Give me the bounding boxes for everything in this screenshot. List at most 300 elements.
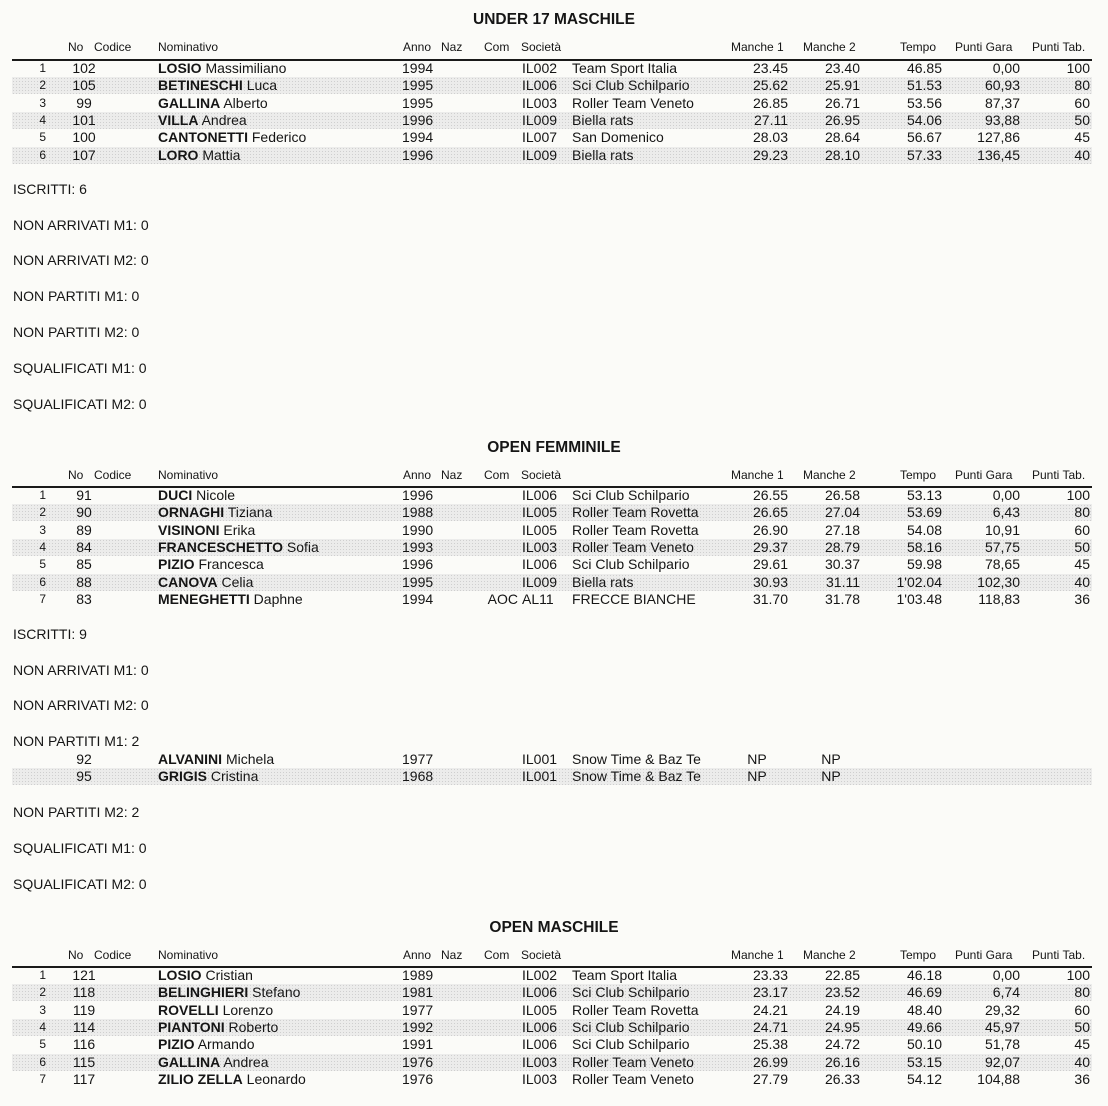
column-header-societa: Società (521, 948, 562, 962)
run2-time-cell: 23.40 (824, 60, 860, 76)
athlete-surname: GALLINA (158, 1053, 221, 1070)
column-header-tempo: Tempo (900, 948, 937, 962)
athlete-firstname: Michela (225, 751, 275, 767)
club-code-cell: IL006 (522, 77, 558, 94)
section-title: UNDER 17 MASCHILE (473, 11, 635, 28)
summary-line: SQUALIFICATI M1: 0 (13, 840, 147, 856)
athlete-surname: ORNAGHI (158, 504, 225, 521)
athlete-name-cell (158, 1054, 269, 1071)
bib-number-cell: 105 (72, 77, 96, 94)
column-header-com: Com (484, 948, 510, 962)
table-points-cell: 100 (1066, 487, 1090, 503)
athlete-name-cell (158, 967, 253, 984)
run1-time-cell: 30.93 (752, 573, 788, 590)
athlete-firstname: Luca (246, 77, 278, 94)
rank-cell: 1 (39, 488, 46, 502)
rank-cell: 1 (39, 968, 46, 982)
run1-time-cell: 23.45 (752, 60, 788, 76)
club-name-cell: Sci Club Schilpario (572, 984, 690, 1001)
year-cell: 1996 (402, 111, 434, 128)
table-points-cell: 60 (1074, 1001, 1090, 1018)
total-time-cell: 58.16 (906, 538, 942, 555)
run1-status-cell: NP (747, 751, 767, 767)
club-code-cell: IL007 (522, 129, 558, 146)
athlete-name-cell (158, 1019, 278, 1036)
run2-time-cell: 25.91 (824, 77, 860, 94)
bib-number-cell: 101 (72, 111, 96, 128)
total-time-cell: 53.69 (906, 504, 942, 521)
club-name-cell: Roller Team Veneto (572, 538, 694, 555)
athlete-firstname: Federico (251, 129, 307, 146)
run2-status-cell: NP (821, 768, 841, 785)
year-cell: 1991 (402, 1036, 434, 1053)
table-points-cell: 40 (1074, 573, 1090, 590)
athlete-name-cell (158, 129, 306, 146)
athlete-firstname: Tiziana (227, 504, 273, 521)
table-points-cell: 50 (1074, 111, 1090, 128)
rank-cell: 2 (39, 985, 46, 1000)
athlete-surname: MENEGHETTI (158, 590, 250, 607)
club-name-cell: San Domenico (572, 129, 664, 146)
club-name-cell: Roller Team Rovetta (572, 521, 699, 538)
run1-time-cell: 29.37 (752, 538, 788, 555)
table-points-cell: 80 (1074, 77, 1090, 94)
athlete-firstname: Francesca (198, 556, 264, 573)
table-row (12, 522, 1092, 539)
total-time-cell: 53.13 (906, 487, 942, 503)
year-cell: 1993 (402, 538, 434, 555)
column-header-codice: Codice (94, 468, 132, 482)
year-cell: 1995 (402, 573, 434, 590)
athlete-surname: DUCI (158, 487, 193, 503)
athlete-name-cell (158, 147, 240, 164)
summary-line: NON PARTITI M2: 0 (13, 324, 140, 340)
table-row (12, 574, 1092, 591)
bib-number-cell: 92 (76, 751, 92, 767)
column-header-nominativo: Nominativo (158, 468, 219, 482)
athlete-surname: LOSIO (158, 967, 202, 983)
run1-time-cell: 27.11 (754, 111, 788, 128)
club-name-cell: Sci Club Schilpario (572, 556, 690, 573)
table-points-cell: 45 (1074, 1036, 1090, 1053)
year-cell: 1976 (402, 1070, 434, 1087)
run2-status-cell: NP (821, 751, 841, 767)
table-row (12, 984, 1092, 1001)
run1-time-cell: 27.79 (752, 1070, 788, 1087)
bib-number-cell: 119 (72, 1001, 96, 1018)
year-cell: 1977 (402, 1001, 434, 1018)
run2-time-cell: 26.33 (824, 1070, 860, 1087)
total-time-cell: 46.69 (906, 984, 942, 1001)
athlete-surname: BELINGHIERI (158, 984, 249, 1001)
race-points-cell: 136,45 (977, 146, 1020, 163)
table-points-cell: 40 (1074, 1053, 1090, 1070)
race-points-cell: 6,43 (992, 504, 1020, 521)
race-points-cell: 0,00 (992, 967, 1020, 983)
rank-cell: 5 (39, 557, 46, 572)
club-code-cell: IL009 (522, 573, 558, 590)
rank-cell: 1 (39, 61, 46, 75)
club-name-cell: Roller Team Veneto (572, 1053, 694, 1070)
table-row (12, 95, 1092, 112)
athlete-firstname: Erika (223, 521, 256, 538)
column-header-manche1: Manche 1 (731, 468, 784, 482)
athlete-firstname: Stefano (252, 984, 301, 1001)
rank-cell: 5 (39, 1037, 46, 1052)
table-points-cell: 36 (1074, 1070, 1090, 1087)
athlete-surname: CANOVA (158, 573, 218, 590)
club-code-cell: IL003 (522, 538, 558, 555)
table-row (12, 1019, 1092, 1036)
athlete-name-cell (158, 768, 258, 785)
table-row (12, 556, 1092, 573)
column-header-manche2: Manche 2 (803, 40, 856, 54)
athlete-name-cell (158, 1071, 306, 1088)
club-code-cell: IL003 (522, 1070, 558, 1087)
club-code-cell: IL001 (522, 768, 558, 785)
summary-line: NON PARTITI M1: 2 (13, 733, 140, 749)
club-name-cell: Biella rats (572, 146, 634, 163)
column-header-tempo: Tempo (900, 468, 937, 482)
column-header-nominativo: Nominativo (158, 40, 219, 54)
rank-cell: 4 (39, 1019, 46, 1034)
club-name-cell: Roller Team Rovetta (572, 1001, 699, 1018)
athlete-surname: ZILIO ZELLA (158, 1070, 243, 1087)
club-name-cell: Sci Club Schilpario (572, 1018, 690, 1035)
athlete-firstname: Massimiliano (205, 60, 287, 76)
column-header-punti_tab: Punti Tab. (1032, 40, 1086, 54)
rank-cell: 3 (39, 95, 46, 110)
run2-time-cell: 24.19 (824, 1001, 860, 1018)
column-header-codice: Codice (94, 40, 132, 54)
athlete-firstname: Mattia (202, 146, 241, 163)
club-code-cell: IL006 (522, 984, 558, 1001)
rank-cell: 5 (39, 130, 46, 145)
bib-number-cell: 107 (72, 146, 96, 163)
table-row (12, 129, 1092, 146)
column-header-com: Com (484, 468, 510, 482)
race-points-cell: 0,00 (992, 60, 1020, 76)
column-header-naz: Naz (441, 948, 463, 962)
year-cell: 1996 (402, 146, 434, 163)
rank-cell: 7 (39, 1071, 46, 1086)
total-time-cell: 57.33 (906, 146, 942, 163)
athlete-surname: ROVELLI (158, 1001, 219, 1018)
club-name-cell: Roller Team Rovetta (572, 504, 699, 521)
table-points-cell: 40 (1074, 146, 1090, 163)
bib-number-cell: 102 (72, 60, 96, 76)
club-name-cell: Roller Team Veneto (572, 94, 694, 111)
club-code-cell: IL003 (522, 94, 558, 111)
did-not-start-row (12, 751, 1092, 768)
athlete-name-cell (158, 522, 255, 539)
table-row (12, 487, 1092, 504)
athlete-name-cell (158, 77, 277, 94)
club-code-cell: IL009 (522, 146, 558, 163)
athlete-name-cell (158, 112, 247, 129)
club-code-cell: AL11 (522, 590, 554, 607)
athlete-name-cell (158, 95, 268, 112)
club-name-cell: Biella rats (572, 573, 634, 590)
committee-cell: AOC (487, 590, 518, 607)
athlete-firstname: Alberto (223, 94, 268, 111)
athlete-surname: PIZIO (158, 1036, 195, 1053)
table-row (12, 1036, 1092, 1053)
total-time-cell: 53.56 (906, 94, 942, 111)
rank-cell: 2 (39, 78, 46, 93)
bib-number-cell: 89 (76, 521, 92, 538)
athlete-surname: VILLA (158, 111, 199, 128)
rank-cell: 2 (39, 505, 46, 520)
bib-number-cell: 91 (76, 487, 92, 503)
athlete-name-cell (158, 487, 235, 504)
athlete-firstname: Lorenzo (222, 1001, 274, 1018)
year-cell: 1977 (402, 751, 434, 767)
section-title: OPEN FEMMINILE (487, 439, 621, 456)
total-time-cell: 1'03.48 (896, 590, 942, 607)
year-cell: 1968 (402, 768, 434, 785)
bib-number-cell: 84 (76, 538, 92, 555)
athlete-surname: GRIGIS (158, 768, 208, 785)
race-points-cell: 118,83 (978, 590, 1020, 607)
club-name-cell: Sci Club Schilpario (572, 77, 690, 94)
total-time-cell: 46.18 (906, 967, 942, 983)
year-cell: 1981 (402, 984, 434, 1001)
club-name-cell: FRECCE BIANCHE (572, 590, 696, 607)
table-points-cell: 45 (1074, 129, 1090, 146)
race-points-cell: 57,75 (984, 538, 1020, 555)
club-code-cell: IL002 (522, 967, 558, 983)
run2-time-cell: 26.16 (824, 1053, 860, 1070)
table-row (12, 112, 1092, 129)
total-time-cell: 54.06 (906, 111, 942, 128)
athlete-name-cell (158, 1036, 255, 1053)
total-time-cell: 56.67 (906, 129, 942, 146)
table-row (12, 967, 1092, 984)
athlete-firstname: Sofia (286, 538, 319, 555)
table-row (12, 539, 1092, 556)
race-points-cell: 45,97 (984, 1018, 1020, 1035)
athlete-firstname: Celia (221, 573, 254, 590)
run1-time-cell: 26.65 (752, 504, 788, 521)
run2-time-cell: 23.52 (824, 984, 860, 1001)
club-code-cell: IL006 (522, 556, 558, 573)
run1-time-cell: 23.33 (752, 967, 788, 983)
column-header-manche1: Manche 1 (731, 40, 784, 54)
year-cell: 1996 (402, 556, 434, 573)
column-header-punti_gara: Punti Gara (955, 468, 1013, 482)
race-points-cell: 78,65 (984, 556, 1020, 573)
club-name-cell: Roller Team Veneto (572, 1070, 694, 1087)
total-time-cell: 54.12 (906, 1070, 942, 1087)
table-points-cell: 100 (1066, 60, 1090, 76)
column-header-nominativo: Nominativo (158, 948, 219, 962)
club-name-cell: Snow Time & Baz Te (572, 768, 701, 785)
club-name-cell: Snow Time & Baz Te (572, 751, 701, 767)
race-points-cell: 10,91 (984, 521, 1020, 538)
run1-time-cell: 29.23 (752, 146, 788, 163)
section-title: OPEN MASCHILE (489, 919, 619, 936)
club-code-cell: IL006 (522, 1018, 558, 1035)
year-cell: 1996 (402, 487, 434, 503)
bib-number-cell: 118 (72, 984, 96, 1001)
athlete-name-cell (158, 751, 274, 768)
club-code-cell: IL009 (522, 111, 558, 128)
run1-time-cell: 23.17 (752, 984, 788, 1001)
table-points-cell: 36 (1074, 590, 1090, 607)
table-row (12, 77, 1092, 94)
run2-time-cell: 31.78 (824, 590, 860, 607)
year-cell: 1976 (402, 1053, 434, 1070)
athlete-surname: ALVANINI (158, 751, 223, 767)
club-name-cell: Sci Club Schilpario (572, 1036, 690, 1053)
athlete-name-cell (158, 1002, 273, 1019)
summary-line: SQUALIFICATI M1: 0 (13, 360, 147, 376)
race-points-cell: 51,78 (984, 1036, 1020, 1053)
table-points-cell: 80 (1074, 984, 1090, 1001)
table-row (12, 1071, 1092, 1088)
year-cell: 1994 (402, 60, 434, 76)
year-cell: 1988 (402, 504, 434, 521)
club-code-cell: IL001 (522, 751, 558, 767)
summary-line: SQUALIFICATI M2: 0 (13, 396, 147, 412)
table-row (12, 147, 1092, 164)
total-time-cell: 50.10 (906, 1036, 942, 1053)
athlete-firstname: Armando (197, 1036, 255, 1053)
run1-status-cell: NP (747, 768, 767, 785)
run2-time-cell: 26.58 (824, 487, 860, 503)
did-not-start-row (12, 768, 1092, 785)
bib-number-cell: 116 (72, 1036, 96, 1053)
summary-line: NON ARRIVATI M1: 0 (13, 662, 149, 678)
run2-time-cell: 24.95 (824, 1018, 860, 1035)
athlete-surname: GALLINA (158, 94, 221, 111)
athlete-firstname: Nicole (196, 487, 236, 503)
summary-line: NON ARRIVATI M1: 0 (13, 217, 149, 233)
club-code-cell: IL005 (522, 1001, 558, 1018)
column-header-anno: Anno (403, 948, 432, 962)
race-points-cell: 6,74 (992, 984, 1020, 1001)
race-points-cell: 0,00 (992, 487, 1020, 503)
bib-number-cell: 99 (76, 94, 92, 111)
year-cell: 1990 (402, 521, 434, 538)
run1-time-cell: 29.61 (752, 556, 788, 573)
column-header-com: Com (484, 40, 510, 54)
athlete-name-cell (158, 539, 319, 556)
table-points-cell: 50 (1074, 1018, 1090, 1035)
athlete-surname: LOSIO (158, 60, 202, 76)
summary-line: NON PARTITI M1: 0 (13, 288, 140, 304)
year-cell: 1992 (402, 1018, 434, 1035)
year-cell: 1994 (402, 129, 434, 146)
column-header-anno: Anno (403, 468, 432, 482)
run1-time-cell: 31.70 (752, 590, 788, 607)
total-time-cell: 49.66 (906, 1018, 942, 1035)
table-row (12, 504, 1092, 521)
bib-number-cell: 121 (72, 967, 96, 983)
run2-time-cell: 28.79 (824, 538, 860, 555)
club-name-cell: Team Sport Italia (572, 60, 678, 76)
column-header-no: No (68, 468, 84, 482)
bib-number-cell: 95 (76, 768, 92, 785)
year-cell: 1995 (402, 94, 434, 111)
run1-time-cell: 26.85 (752, 94, 788, 111)
bib-number-cell: 83 (76, 590, 92, 607)
total-time-cell: 48.40 (906, 1001, 942, 1018)
column-header-codice: Codice (94, 948, 132, 962)
column-header-tempo: Tempo (900, 40, 937, 54)
summary-line: NON PARTITI M2: 2 (13, 804, 140, 820)
athlete-name-cell (158, 591, 303, 608)
table-points-cell: 100 (1066, 967, 1090, 983)
athlete-surname: PIZIO (158, 556, 195, 573)
bib-number-cell: 88 (76, 573, 92, 590)
run2-time-cell: 28.64 (824, 129, 860, 146)
athlete-name-cell (158, 556, 264, 573)
athlete-firstname: Andrea (201, 111, 247, 128)
total-time-cell: 1'02.04 (896, 573, 942, 590)
athlete-surname: BETINESCHI (158, 77, 243, 94)
column-header-no: No (68, 40, 84, 54)
rank-cell: 4 (39, 539, 46, 554)
run2-time-cell: 26.95 (824, 111, 860, 128)
table-row (12, 1002, 1092, 1019)
race-points-cell: 102,30 (977, 573, 1020, 590)
column-header-societa: Società (521, 468, 562, 482)
total-time-cell: 46.85 (906, 60, 942, 76)
run2-time-cell: 30.37 (824, 556, 860, 573)
rank-cell: 3 (39, 522, 46, 537)
athlete-firstname: Cristina (210, 768, 259, 785)
club-name-cell: Biella rats (572, 111, 634, 128)
bib-number-cell: 114 (72, 1018, 96, 1035)
column-header-manche2: Manche 2 (803, 948, 856, 962)
club-name-cell: Team Sport Italia (572, 967, 678, 983)
column-header-societa: Società (521, 40, 562, 54)
race-points-cell: 92,07 (984, 1053, 1020, 1070)
run1-time-cell: 26.55 (752, 487, 788, 503)
column-header-no: No (68, 948, 84, 962)
summary-line: SQUALIFICATI M2: 0 (13, 876, 147, 892)
run1-time-cell: 24.71 (752, 1018, 788, 1035)
year-cell: 1995 (402, 77, 434, 94)
race-points-cell: 87,37 (984, 94, 1020, 111)
club-name-cell: Sci Club Schilpario (572, 487, 690, 503)
column-header-manche2: Manche 2 (803, 468, 856, 482)
athlete-surname: PIANTONI (158, 1018, 225, 1035)
run1-time-cell: 28.03 (752, 129, 788, 146)
athlete-firstname: Cristian (205, 967, 253, 983)
rank-cell: 6 (39, 1054, 46, 1069)
race-points-cell: 29,32 (984, 1001, 1020, 1018)
column-header-manche1: Manche 1 (731, 948, 784, 962)
run1-time-cell: 25.38 (752, 1036, 788, 1053)
race-points-cell: 60,93 (984, 77, 1020, 94)
athlete-firstname: Roberto (228, 1018, 279, 1035)
race-points-cell: 93,88 (984, 111, 1020, 128)
athlete-surname: FRANCESCHETTO (158, 538, 283, 555)
bib-number-cell: 115 (72, 1053, 96, 1070)
race-points-cell: 104,88 (977, 1070, 1020, 1087)
athlete-surname: CANTONETTI (158, 129, 248, 146)
club-code-cell: IL005 (522, 521, 558, 538)
run1-time-cell: 25.62 (752, 77, 788, 94)
total-time-cell: 53.15 (906, 1053, 942, 1070)
bib-number-cell: 85 (76, 556, 92, 573)
club-code-cell: IL002 (522, 60, 558, 76)
rank-cell: 6 (39, 147, 46, 162)
summary-line: NON ARRIVATI M2: 0 (13, 252, 149, 268)
